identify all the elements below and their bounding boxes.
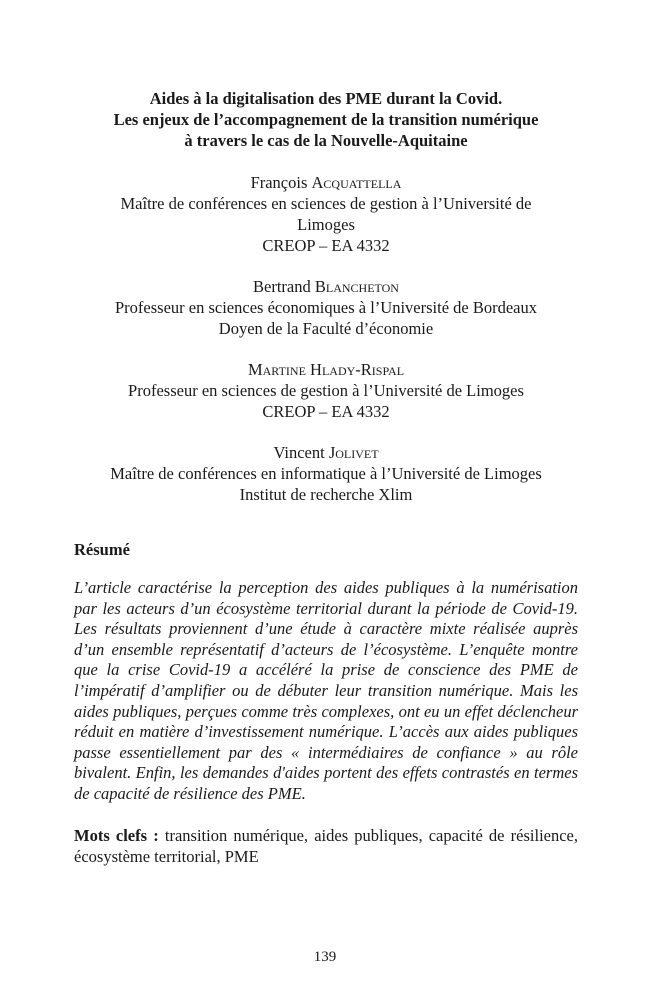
author-first-name: Vincent <box>273 443 329 462</box>
keywords-label: Mots clefs : <box>74 825 159 845</box>
author-block <box>74 276 578 339</box>
author-block <box>74 172 578 256</box>
page-number: 139 <box>313 949 337 965</box>
author-last-name: Blancheton <box>314 277 399 296</box>
author-lab: CREOP – EA 4332 <box>262 402 390 421</box>
abstract-text: L’article caractérise la perception des aides publiques à la numérisation par les acteurs d’un écosystème territorial durant la période de Covid-19. Les résultats proviennent d’une étude à caractère mixte réalisée auprès d’un ensemble représentatif d’acteurs de l’écosystème. L’enquête montre que la crise Covid-19 a accéléré la prise de conscience des PME de l’impératif d’amplifier ou de débuter leur transition numérique. Mais les aides publiques, perçues comme très complexes, ont eu un effet déclencheur réduit en matière d’investissement numérique. L’accès aux aides publiques passe essentiellement par des « intermédiaires de confiance » au rôle bivalent. Enfin, les demandes d'aides portent des effets contrastés en termes de capacité de résilience des PME. <box>74 578 578 803</box>
article-title <box>74 88 578 151</box>
author-name <box>74 359 578 380</box>
abstract-heading: Résumé <box>74 540 130 559</box>
author-block <box>74 442 578 505</box>
author-first-name: François <box>250 173 312 192</box>
author-list <box>74 172 578 505</box>
author-affiliation: Professeur en sciences économiques à l’Université de Bordeaux <box>115 298 537 317</box>
keywords <box>74 825 578 867</box>
author-role: Doyen de la Faculté d’économie <box>218 319 434 338</box>
author-name <box>74 442 578 463</box>
author-lab: Institut de recherche Xlim <box>239 485 413 504</box>
author-last-name: Jolivet <box>328 443 379 462</box>
author-first-name: Bertrand <box>253 277 315 296</box>
author-last-name: Acquattella <box>311 173 402 192</box>
author-affiliation: Professeur en sciences de gestion à l’Université de Limoges <box>128 381 524 400</box>
page-content <box>74 88 578 867</box>
title-line-1: Aides à la digitalisation des PME durant la Covid. <box>149 89 503 108</box>
author-affiliation: Limoges <box>297 215 355 234</box>
author-last-name: Martine Hlady-Rispal <box>247 360 405 379</box>
keywords-text: transition numérique, aides publiques, capacité de résilience, écosystème territorial, PME <box>74 825 578 866</box>
author-name <box>74 172 578 193</box>
title-line-3: à travers le cas de la Nouvelle-Aquitaine <box>184 131 468 150</box>
author-name <box>74 276 578 297</box>
title-line-2: Les enjeux de l’accompagnement de la transition numérique <box>113 110 539 129</box>
author-affiliation: Maître de conférences en sciences de gestion à l’Université de <box>120 194 532 213</box>
author-affiliation: Maître de conférences en informatique à l’Université de Limoges <box>110 464 542 483</box>
author-lab: CREOP – EA 4332 <box>262 236 390 255</box>
author-block <box>74 359 578 422</box>
